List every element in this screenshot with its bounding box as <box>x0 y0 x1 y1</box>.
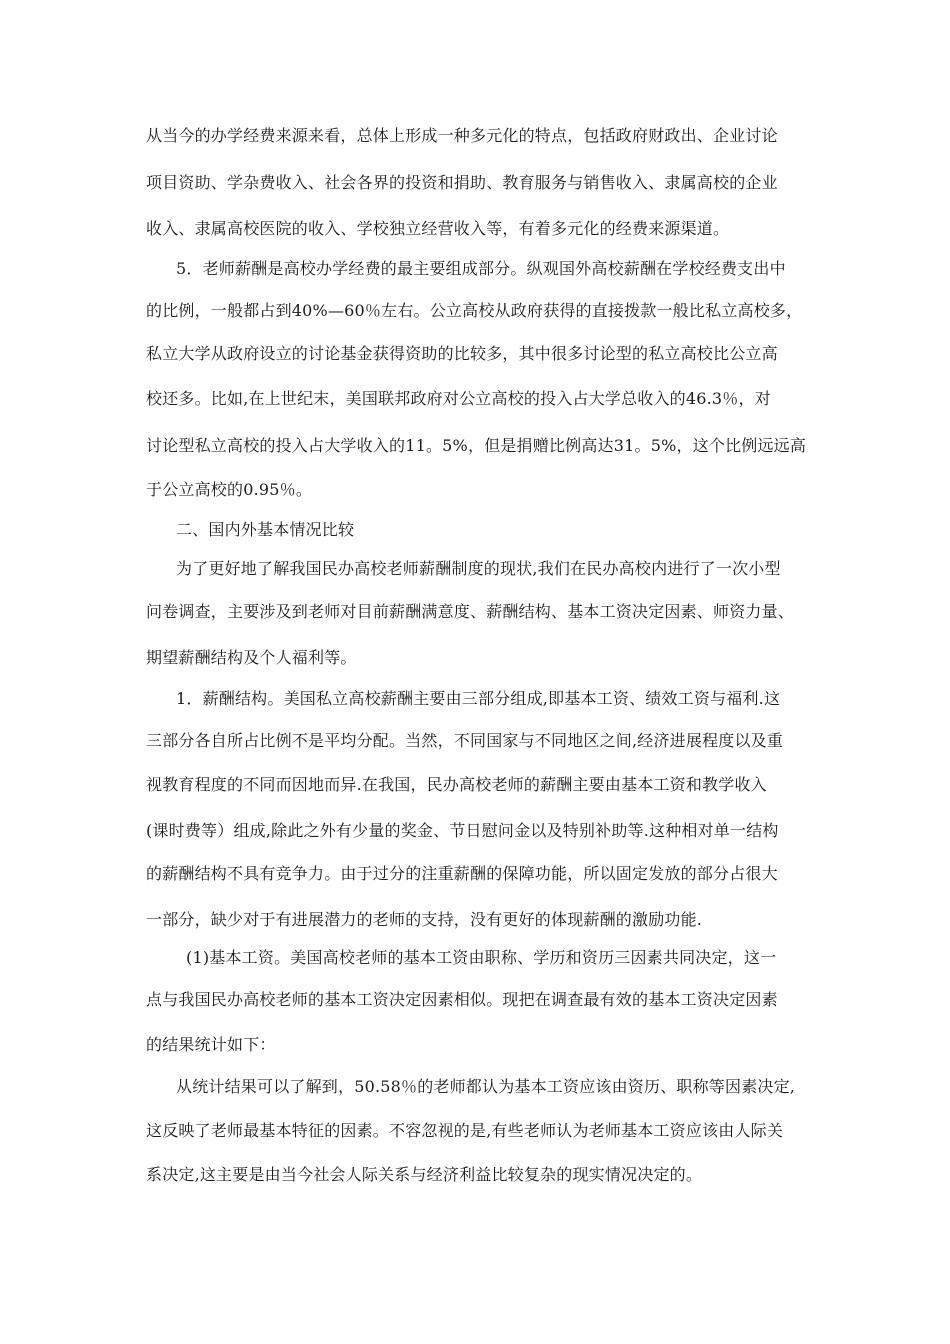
paragraph-line: 1．薪酬结构。美国私立高校薪酬主要由三部分组成,即基本工资、绩效工资与福利.这 <box>176 689 781 708</box>
paragraph-line: 为了更好地了解我国民办高校老师薪酬制度的现状,我们在民办高校内进行了一次小型 <box>176 559 781 578</box>
section-heading: 二、国内外基本情况比较 <box>176 520 355 539</box>
paragraph-line: (1)基本工资。美国高校老师的基本工资由职称、学历和资历三因素共同决定，这一 <box>186 948 777 967</box>
paragraph-line: 三部分各自所占比例不是平均分配。当然，不同国家与不同地区之间,经济进展程度以及重 <box>146 731 784 750</box>
paragraph-line: 校还多。比如,在上世纪末，美国联邦政府对公立高校的投入占大学总收入的46.3％，对 <box>146 389 771 408</box>
paragraph-line: 点与我国民办高校老师的基本工资决定因素相似。现把在调查最有效的基本工资决定因素 <box>146 990 778 1009</box>
paragraph-line: 的比例，一般都占到40%—60％左右。公立高校从政府获得的直接拨款一般比私立高校多， <box>146 301 803 320</box>
paragraph-line: 项目资助、学杂费收入、社会各界的投资和捐助、教育服务与销售收入、隶属高校的企业 <box>146 173 778 192</box>
paragraph-line: 的结果统计如下： <box>146 1035 276 1054</box>
paragraph-line: 这反映了老师最基本特征的因素。不容忽视的是,有些老师认为老师基本工资应该由人际关 <box>146 1121 784 1140</box>
paragraph-line: 从统计结果可以了解到，50.58％的老师都认为基本工资应该由资历、职称等因素决定, <box>176 1077 796 1096</box>
paragraph-line: 期望薪酬结构及个人福利等。 <box>146 648 357 667</box>
paragraph-line: 讨论型私立高校的投入占大学收入的11。5%，但是捐赠比例高达31。5%，这个比例远远高 <box>146 436 807 455</box>
paragraph-line: 系决定,这主要是由当今社会人际关系与经济利益比较复杂的现实情况决定的。 <box>146 1165 703 1184</box>
paragraph-line: 视教育程度的不同而因地而异.在我国，民办高校老师的薪酬主要由基本工资和教学收入 <box>146 775 767 794</box>
paragraph-line: 一部分，缺少对于有进展潜力的老师的支持，没有更好的体现薪酬的激励功能. <box>146 910 703 929</box>
paragraph-line: 从当今的办学经费来源来看，总体上形成一种多元化的特点，包括政府财政出、企业讨论 <box>146 126 778 145</box>
paragraph-line: 问卷调查，主要涉及到老师对目前薪酬满意度、薪酬结构、基本工资决定因素、师资力量、 <box>146 602 795 621</box>
paragraph-line: 于公立高校的0.95％。 <box>146 480 313 499</box>
paragraph-line: 私立大学从政府设立的讨论基金获得资助的比较多，其中很多讨论型的私立高校比公立高 <box>146 344 778 363</box>
paragraph-line: 收入、隶属高校医院的收入、学校独立经营收入等，有着多元化的经费来源渠道。 <box>146 219 730 238</box>
paragraph-line: 5．老师薪酬是高校办学经费的最主要组成部分。纵观国外高校薪酬在学校经费支出中 <box>176 259 786 278</box>
paragraph-line: (课时费等）组成,除此之外有少量的奖金、节日慰问金以及特别补助等.这种相对单一结构 <box>146 821 779 840</box>
paragraph-line: 的薪酬结构不具有竞争力。由于过分的注重薪酬的保障功能，所以固定发放的部分占很大 <box>146 864 778 883</box>
